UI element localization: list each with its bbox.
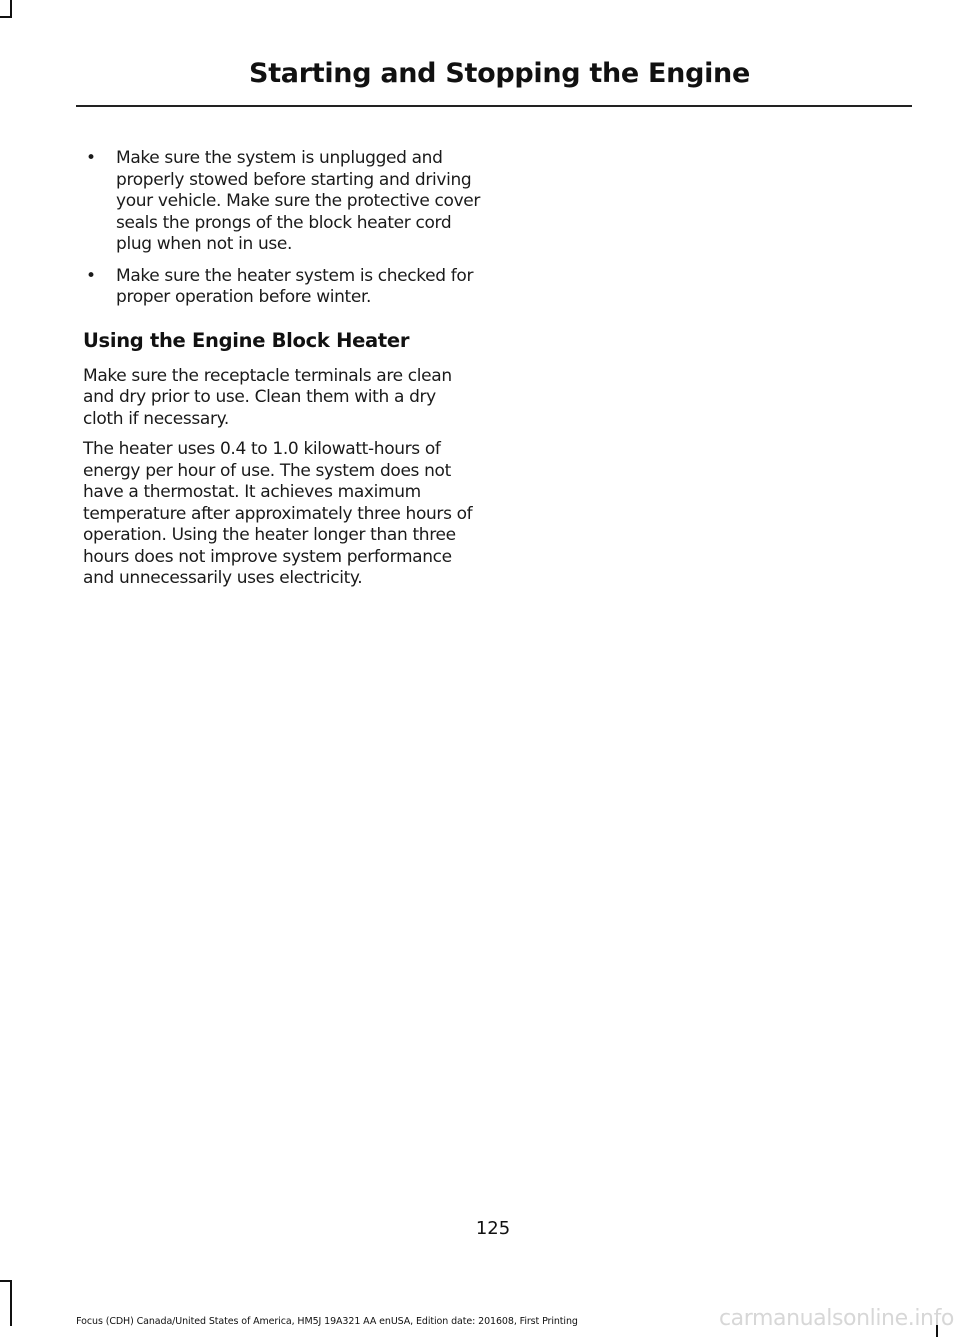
main-content — [83, 148, 481, 599]
crop-mark-top-left-horizontal — [0, 16, 12, 18]
paragraph: Make sure the receptacle terminals are clean and dry prior to use. Clean them with a dry cloth if necessary. — [83, 365, 452, 429]
list-item — [83, 148, 481, 256]
bullet-icon: • — [86, 148, 96, 168]
crop-mark-top-left-vertical — [10, 0, 12, 16]
page-header-title: Starting and Stopping the Engine — [249, 58, 750, 89]
header-divider — [76, 105, 912, 107]
paragraph: The heater uses 0.4 to 1.0 kilowatt-hours of energy per hour of use. The system does not have a thermostat. It achieves maximum temperature after approximately three hours of operation. Using the heater longer than three hours does not improve system performance and unnecessarily uses electricity. — [83, 439, 473, 588]
watermark: carmanualsonline.info — [718, 1306, 954, 1331]
bullet-icon: • — [86, 265, 96, 286]
crop-mark-bottom-left-horizontal — [0, 1280, 12, 1282]
bullet-list — [83, 148, 481, 309]
bullet-text: Make sure the system is unplugged and properly stowed before starting and driving your vehicle. Make sure the protective cover seals the prongs of the block heater cord plug when not in use. — [116, 148, 481, 254]
section-heading: Using the Engine Block Heater — [83, 328, 410, 352]
bullet-text: Make sure the heater system is checked for proper operation before winter. — [116, 265, 474, 307]
edition-footer: Focus (CDH) Canada/United States of America, HM5J 19A321 AA enUSA, Edition date: 201608, First Printing — [76, 1316, 578, 1327]
page-number: 125 — [475, 1218, 511, 1239]
list-item — [83, 266, 481, 309]
